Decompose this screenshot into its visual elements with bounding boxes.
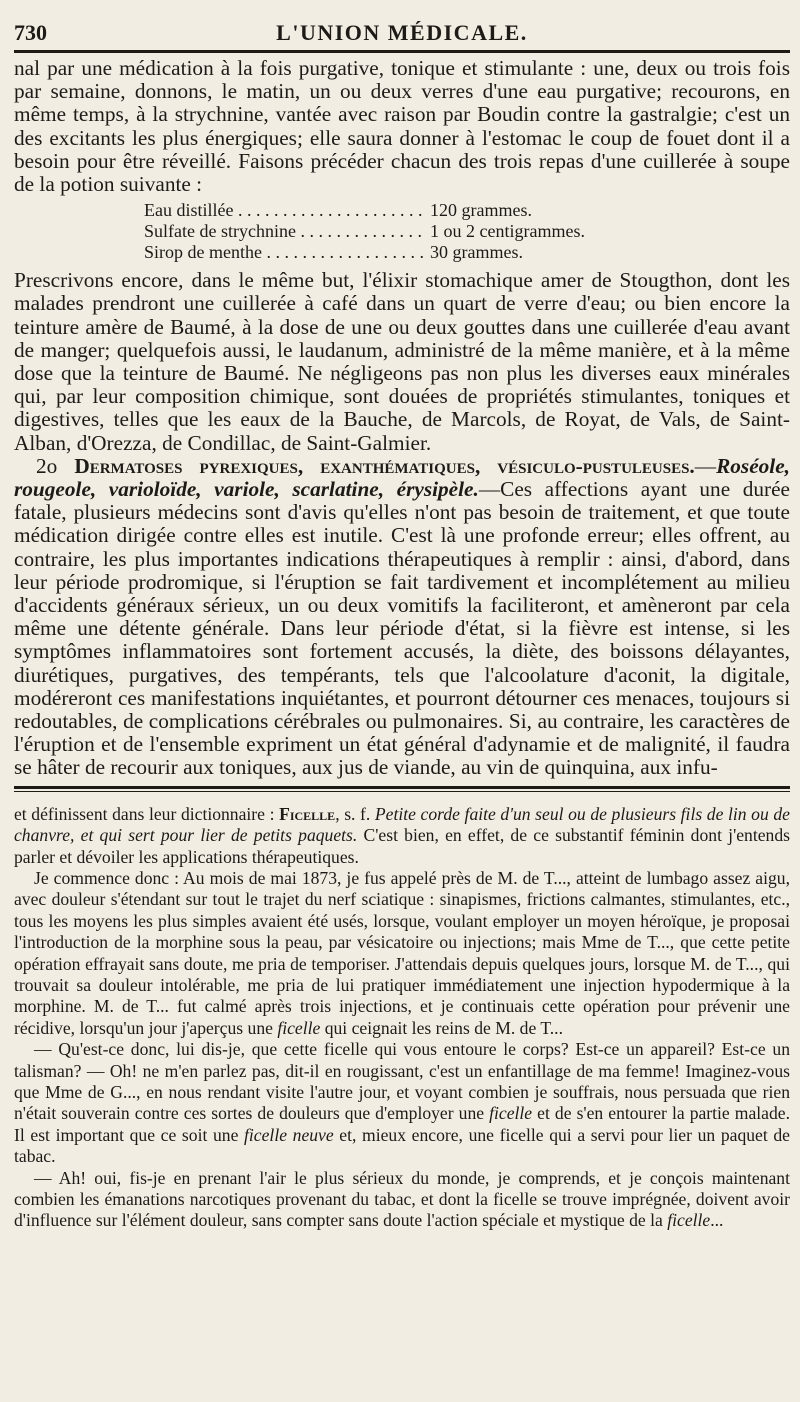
footnote-text: qui ceignait les reins de M. de T... — [320, 1017, 563, 1038]
footnote-text: , s. f. — [335, 803, 375, 824]
footnote-term: Ficelle — [279, 803, 336, 824]
section-number: 2o — [36, 453, 58, 478]
paragraph-1: nal par une médication à la fois purgative, tonique et stimulante : une, deux ou trois fois par semaine, donnons, le matin, un ou deux verres d'une eau purgative; recourons, en même temps, à la strychnine, vantée avec raison par Boudin contre la gastralgie; c'est un des excitants les plus énergiques; elle saura donner à l'estomac le coup de fouet dont il a besoin pour être réveillé. Faisons précéder chacun des trois repas d'une cuillerée à soupe de la potion suivante : — [14, 56, 790, 197]
section-heading: Dermatoses pyrexiques, exanthématiques, vésiculo-pustuleuses. — [74, 453, 695, 478]
footnote-emphasis: ficelle — [277, 1017, 321, 1038]
page-header — [14, 0, 790, 44]
footnote-text: et définissent dans leur dictionnaire : — [14, 803, 280, 824]
recipe-item: Eau distillée . . . — [144, 200, 424, 221]
page-number: 730 — [14, 20, 47, 45]
header-rule — [14, 50, 790, 53]
footnote-text: — Qu'est-ce donc, lui dis-je, que cette ficelle qui vous entoure le corps? Est-ce un appareil? Est-ce un talisman? — Oh! ne m'en parlez pas, dit-il en rougissant, c'est un enfantillage de ma femme! Imaginez-vous que Mme de G..., en nous rendant visite l'autre jour, et voyant combien je souffrais, nous persuada que rien n'était souverain contre ces sortes de douleurs que d'employer une — [14, 1039, 790, 1124]
footnote-paragraph-1 — [14, 804, 790, 868]
recipe-row — [144, 200, 790, 221]
section-dash: — — [694, 453, 717, 478]
page-footer — [14, 1254, 790, 1278]
recipe-item: Sulfate de strychnine . . . — [144, 221, 424, 242]
journal-title: L'UNION MÉDICALE. — [276, 20, 528, 45]
recipe-item: Sirop de menthe . . . — [144, 242, 424, 263]
main-text — [14, 57, 790, 780]
footnote — [14, 804, 790, 1232]
footnote-text: C'est bien, en effet, de ce substantif féminin dont j'entends parler et dévoiler les applications thérapeutiques. — [14, 825, 790, 867]
recipe-dose: 120 grammes. — [430, 200, 532, 221]
paragraph-3 — [14, 455, 790, 780]
footnote-text: Je commence donc : Au mois de mai 1873, je fus appelé près de M. de T..., atteint de lumbago assez aigu, avec douleur s'étendant sur tout le trajet du nerf sciatique : sinapismes, frictions calmantes, stimulantes, etc., tous les moyens les plus simples avaient été usés, lorsque, voulant employer un moyen héroïque, je proposai l'introduction de la morphine sous la peau, par vésicatoire ou injections; mais Mme de T..., que cette petite opération effrayait sans doute, me pria de temporiser. J'attendais depuis quelques jours, lorsque M. de T..., qui trouvait sa douleur intolérable, me pria de lui pratiquer immédiatement une injection hypodermique à la morphine. M. de T... fut calmé après trois injections, et je continuais cette opération pour prévenir une récidive, lorsqu'un jour j'aperçus une — [14, 867, 790, 1038]
footnote-definition: Petite corde faite d'un seul ou de plusieurs fils de lin ou de chanvre, et qui sert pour lier de petits paquets. — [14, 803, 790, 846]
footnote-text: — Ah! oui, fis-je en prenant l'air le plus sérieux du monde, je comprends, et je conçois maintenant combien les émanations narcotiques provenant du tabac, et dont la ficelle se trouve imprégnée, doivent avoir d'influence sur l'élément douleur, sans compter sans doute l'action spéciale et mystique de la — [14, 1167, 790, 1231]
paragraph-2: Prescrivons encore, dans le même but, l'élixir stomachique amer de Stougthon, dont les malades prendront une cuillerée à café dans un quart de verre d'eau; ou bien encore la teinture amère de Baumé, à la dose de une ou deux gouttes dans une cuillerée d'eau avant de manger; quelquefois aussi, le laudanum, administré de la même manière, et à la même dose que la teinture de Baumé. Ne négligeons pas non plus les diverses eaux minérales qui, par leur composition chimique, sont douées de propriétés stimulantes, toniques et digestives, telles que les eaux de la Bauche, de Marcols, de Royat, de Vals, de Saint-Alban, d'Orezza, de Condillac, de Saint-Galmier. — [14, 268, 790, 455]
recipe — [144, 200, 790, 263]
recipe-dose: 30 grammes. — [430, 242, 523, 263]
footnote-separator — [14, 786, 790, 792]
footnote-paragraph-2 — [14, 868, 790, 1039]
separator-rule-thin — [14, 791, 790, 792]
recipe-row — [144, 221, 790, 242]
footnote-text: et, mieux encore, une ficelle qui a servi pour lier un paquet de tabac. — [14, 1124, 790, 1167]
footnote-emphasis: ficelle — [667, 1210, 711, 1231]
footnote-emphasis: ficelle neuve — [244, 1124, 334, 1145]
footnote-text: ... — [710, 1210, 724, 1231]
recipe-row — [144, 242, 790, 263]
footnote-text: et de s'en entourer la partie malade. Il est important que ce soit une — [14, 1103, 790, 1145]
paragraph-3-text: —Ces affections ayant une durée fatale, plusieurs médecins sont d'avis qu'elles n'ont pas besoin de traitement, et que toute médication dirigée contre elles est inutile. C'est là une profonde erreur; elles offrent, au contraire, les plus importantes indications thérapeutiques à remplir : ainsi, d'abord, dans leur période prodromique, si l'éruption se fait tardivement et incomplétement au milieu d'accidents généraux sérieux, un ou deux vomitifs la faciliteront, et amèneront par cela même une détente générale. Dans leur période d'état, si la fièvre est intense, si les symptômes inflammatoires sont fortement accusés, la diète, des boissons délayantes, diurétiques, purgatives, des tempérants, tels que l'alcoolature d'aconit, la digitale, modéreront ces manifestations inquiétantes, et pourront détourner ces menaces, toujours si redoutables, de complications cérébrales ou pulmonaires. Si, au contraire, les caractères de l'éruption et de l'ensemble expriment un état général d'adynamie et de malignité, il faudra se hâter de recourir aux toniques, aux jus de viande, au vin de quinquina, aux infu- — [14, 477, 791, 780]
footnote-paragraph-3 — [14, 1039, 790, 1167]
footnote-paragraph-4 — [14, 1168, 790, 1232]
footnote-emphasis: ficelle — [489, 1103, 533, 1124]
separator-rule-thick — [14, 786, 790, 789]
recipe-dose: 1 ou 2 centigrammes. — [430, 221, 585, 242]
section-italic-heading: Roséole, rougeole, varioloïde, variole, scarlatine, érysipèle. — [14, 453, 790, 502]
